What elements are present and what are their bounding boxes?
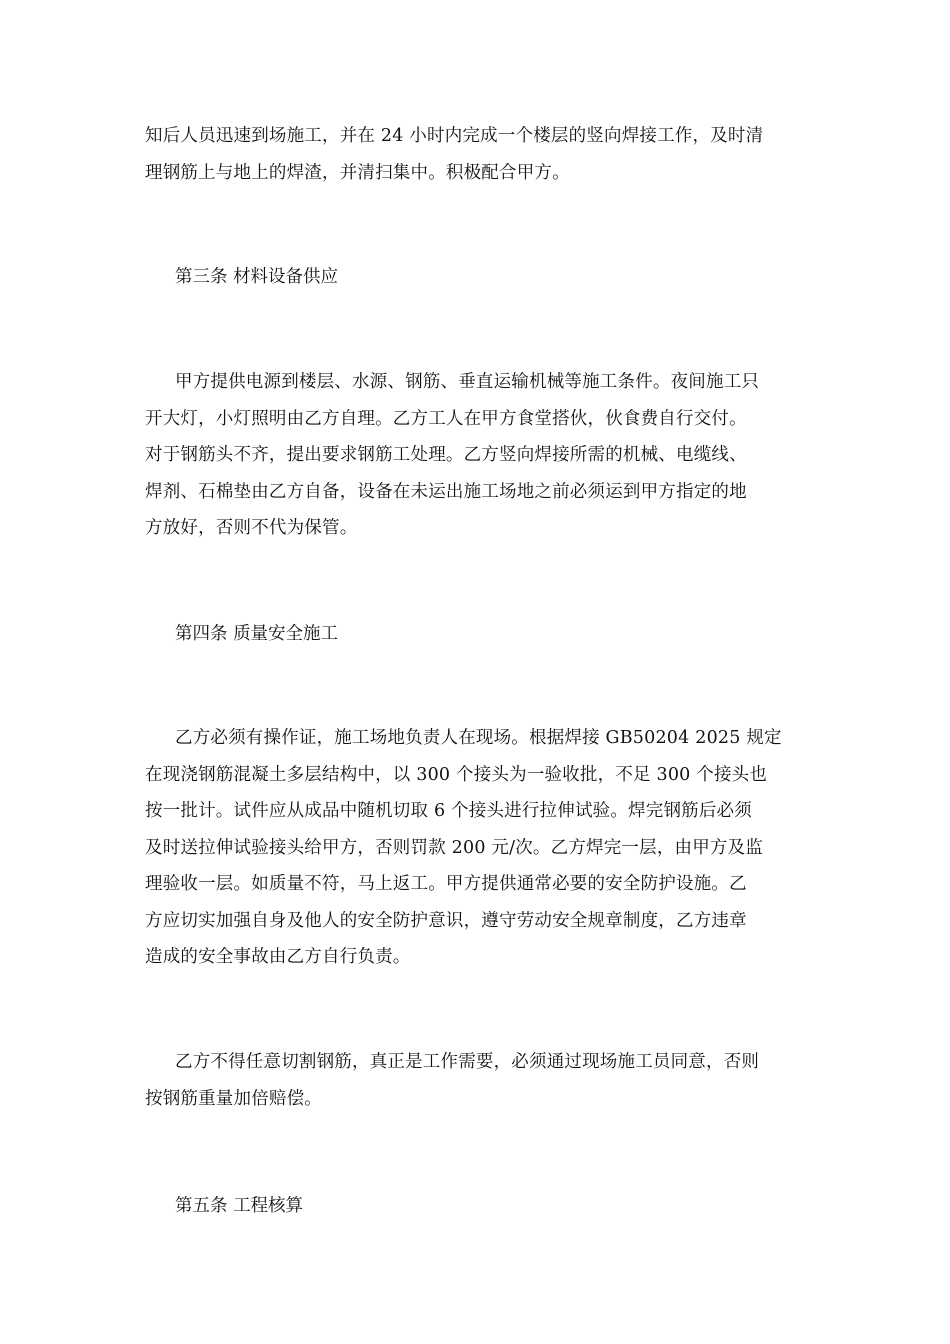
paragraph-cutting — [145, 1044, 810, 1117]
text-line: 在现浇钢筋混凝土多层结构中，以 300 个接头为一验收批，不足 300 个接头也 — [145, 764, 768, 785]
text-line: 对于钢筋头不齐，提出要求钢筋工处理。乙方竖向焊接所需的机械、电缆线、 — [145, 445, 747, 465]
text-line: 开大灯，小灯照明由乙方自理。乙方工人在甲方食堂搭伙，伙食费自行交付。 — [145, 408, 747, 429]
section-heading-4: 第四条 质量安全施工 — [175, 624, 339, 644]
text-line: 及时送拉伸试验接头给甲方，否则罚款 200 元/次。乙方焊完一层，由甲方及监 — [145, 837, 764, 858]
text-line: 按一批计。试件应从成品中随机切取 6 个接头进行拉伸试验。焊完钢筋后必须 — [145, 801, 752, 821]
text-line: 甲方提供电源到楼层、水源、钢筋、垂直运输机械等施工条件。夜间施工只 — [175, 372, 760, 392]
paragraph-quality — [145, 720, 810, 976]
text-line: 乙方必须有操作证，施工场地负责人在现场。根据焊接 GB50204 2025 规定 — [175, 728, 782, 748]
section-heading-5: 第五条 工程核算 — [175, 1196, 304, 1216]
text-line: 乙方不得任意切割钢筋，真正是工作需要，必须通过现场施工员同意，否则 — [175, 1052, 760, 1072]
text-line: 知后人员迅速到场施工，并在 24 小时内完成一个楼层的竖向焊接工作，及时清 — [145, 126, 764, 146]
text-line: 方应切实加强自身及他人的安全防护意识，遵守劳动安全规章制度，乙方违章 — [145, 910, 747, 931]
text-line: 造成的安全事故由乙方自行负责。 — [145, 947, 411, 967]
section-heading-3: 第三条 材料设备供应 — [175, 267, 339, 287]
text-line: 焊剂、石棉垫由乙方自备，设备在未运出施工场地之前必须运到甲方指定的地 — [145, 481, 747, 502]
text-line: 方放好，否则不代为保管。 — [145, 518, 358, 538]
paragraph-materials — [145, 364, 810, 547]
paragraph-intro — [145, 118, 810, 191]
text-line: 按钢筋重量加倍赔偿。 — [145, 1088, 322, 1109]
text-line: 理验收一层。如质量不符，马上返工。甲方提供通常必要的安全防护设施。乙 — [145, 874, 747, 894]
text-line: 理钢筋上与地上的焊渣，并清扫集中。积极配合甲方。 — [145, 162, 570, 183]
